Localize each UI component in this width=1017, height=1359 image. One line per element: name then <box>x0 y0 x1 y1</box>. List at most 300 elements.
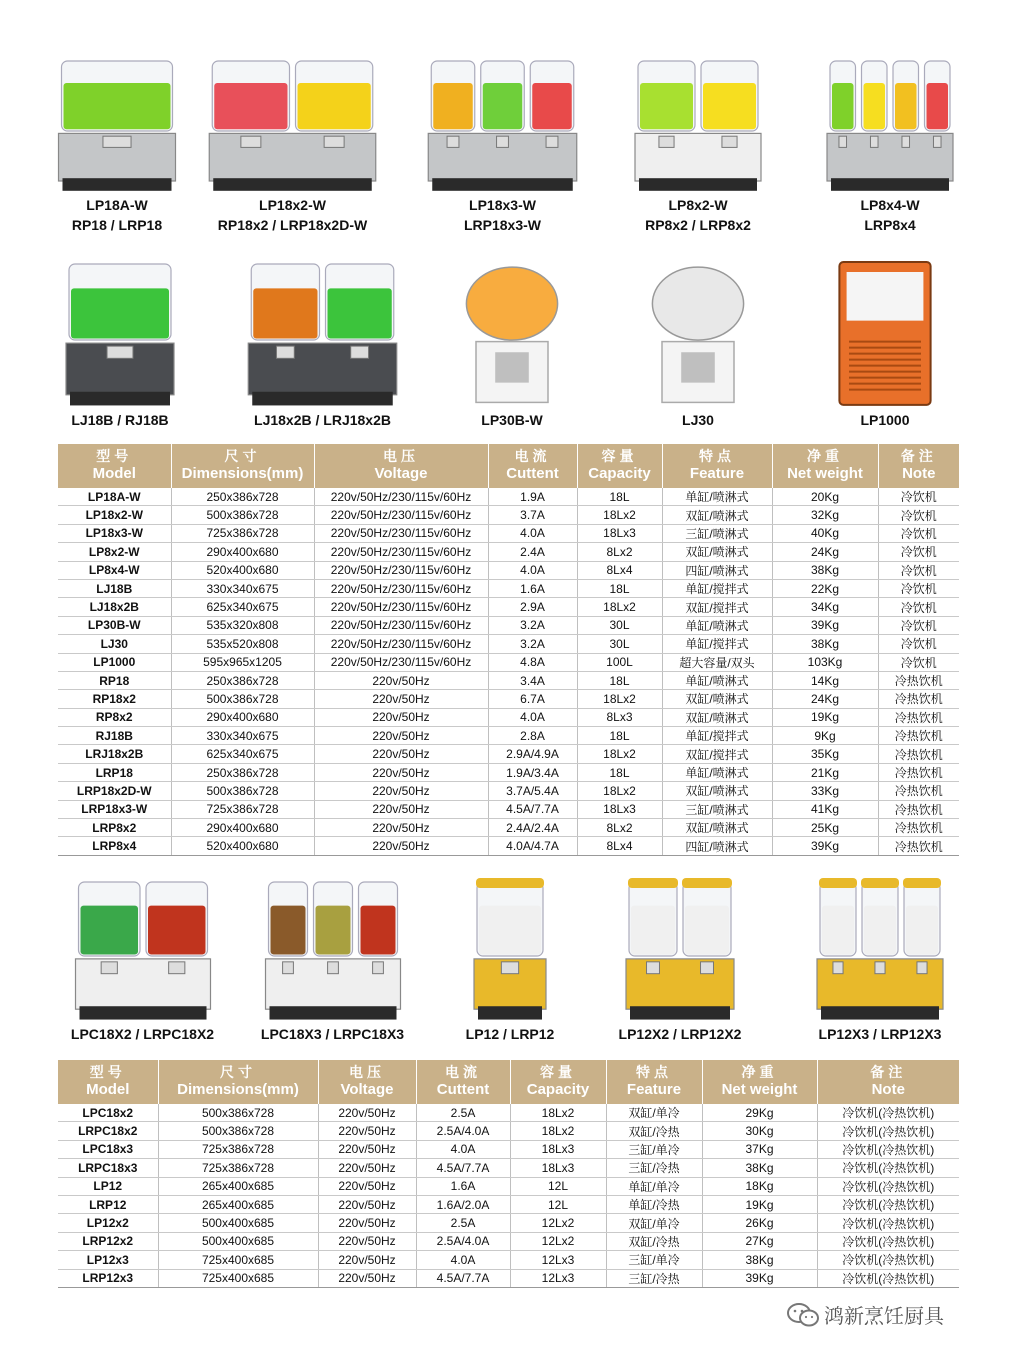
table-cell: 290x400x680 <box>171 708 314 726</box>
table-cell: 37Kg <box>702 1140 817 1158</box>
table-cell: 4.0A/4.7A <box>488 837 577 855</box>
table-row <box>58 745 959 763</box>
table-cell: 220v/50Hz <box>314 690 488 708</box>
product-name: LP12 / LRP12 <box>465 1026 555 1042</box>
table-cell: 冷饮机 <box>878 579 959 597</box>
table-cell: 单缸/喷淋式 <box>662 763 772 781</box>
table-cell: 725x386x728 <box>171 524 314 542</box>
product-image <box>628 55 768 195</box>
table-cell: RP8x2 <box>58 708 171 726</box>
table-cell: 220v/50Hz <box>318 1251 416 1269</box>
table-cell: 265x400x685 <box>158 1195 318 1213</box>
table-cell: 3.4A <box>488 671 577 689</box>
table-row <box>58 543 959 561</box>
table-cell: 520x400x680 <box>171 561 314 579</box>
table-cell: 冷热饮机 <box>878 690 959 708</box>
table-cell: 8Lx4 <box>577 561 662 579</box>
table-row <box>58 1214 959 1232</box>
table-cell: 18Lx3 <box>577 800 662 818</box>
product-lp12x3 <box>805 876 955 1044</box>
table-cell: 冷饮机(冷热饮机) <box>817 1159 959 1177</box>
table-cell: 冷饮机(冷热饮机) <box>817 1269 959 1287</box>
table-cell: 500x386x728 <box>171 690 314 708</box>
table-cell: 38Kg <box>772 561 878 579</box>
product-name: LP30B-W <box>481 412 543 428</box>
table-cell: 500x386x728 <box>171 506 314 524</box>
column-header <box>662 444 772 488</box>
table-cell: 38Kg <box>702 1159 817 1177</box>
table-cell: 单缸/喷淋式 <box>662 671 772 689</box>
table-cell: 725x400x685 <box>158 1269 318 1287</box>
table-cell: 超大容量/双头 <box>662 653 772 671</box>
table-cell: 24Kg <box>772 543 878 561</box>
table-cell: 500x386x728 <box>158 1122 318 1140</box>
table-cell: 39Kg <box>772 616 878 634</box>
table-cell: 冷热饮机 <box>878 671 959 689</box>
column-header-zh: 电压 <box>349 1064 385 1080</box>
table-cell: 220v/50Hz <box>318 1177 416 1195</box>
table-cell: 220v/50Hz <box>314 671 488 689</box>
table-cell: 4.0A <box>416 1251 510 1269</box>
table-cell: 18Lx2 <box>510 1122 606 1140</box>
table-cell: 冷饮机 <box>878 543 959 561</box>
table-row <box>58 653 959 671</box>
table-cell: 冷热饮机 <box>878 837 959 855</box>
table-cell: LP12 <box>58 1177 158 1195</box>
column-header <box>606 1060 702 1104</box>
table-cell: 12Lx2 <box>510 1232 606 1250</box>
table-cell: 8Lx2 <box>577 819 662 837</box>
table-cell: 40Kg <box>772 524 878 542</box>
table-cell: 双缸/喷淋式 <box>662 708 772 726</box>
table-cell: 冷饮机 <box>878 616 959 634</box>
product-subname: RP18x2 / LRP18x2D-W <box>217 217 368 233</box>
column-header-en: Net weight <box>721 1081 798 1098</box>
table-cell: 18Lx2 <box>510 1104 606 1122</box>
column-header-zh: 容量 <box>601 448 638 464</box>
table-cell: 1.9A/3.4A <box>488 763 577 781</box>
table-cell: 冷饮机(冷热饮机) <box>817 1104 959 1122</box>
table-cell: 单缸/搅拌式 <box>662 635 772 653</box>
table-cell: LP18x2-W <box>58 506 171 524</box>
dispenser-illustration <box>620 876 740 1024</box>
table-cell: 冷饮机 <box>878 524 959 542</box>
table-cell: 21Kg <box>772 763 878 781</box>
column-header <box>772 444 878 488</box>
table-cell: 290x400x680 <box>171 543 314 561</box>
column-header <box>158 1060 318 1104</box>
column-header-en: Voltage <box>374 465 428 482</box>
table-cell: 冷热饮机 <box>878 745 959 763</box>
table-cell: 39Kg <box>772 837 878 855</box>
table-cell: LP18A-W <box>58 488 171 506</box>
table-cell: 290x400x680 <box>171 819 314 837</box>
table-cell: 18Lx3 <box>510 1159 606 1177</box>
table-row <box>58 635 959 653</box>
dispenser-illustration <box>825 258 945 410</box>
column-header <box>488 444 577 488</box>
product-image <box>200 55 385 195</box>
table-cell: LP18x3-W <box>58 524 171 542</box>
dispenser-illustration <box>52 55 182 195</box>
product-image <box>60 258 180 410</box>
table-row <box>58 1159 959 1177</box>
table-cell: 双缸/搅拌式 <box>662 598 772 616</box>
table-cell: 2.5A/4.0A <box>416 1232 510 1250</box>
table-body <box>58 488 959 855</box>
table-cell: 三缸/冷热 <box>606 1269 702 1287</box>
table-cell: 220v/50Hz <box>318 1232 416 1250</box>
table-cell: LPC18x3 <box>58 1140 158 1158</box>
column-header-zh: 尺寸 <box>220 1064 256 1080</box>
table-cell: 18L <box>577 727 662 745</box>
table-cell: 220v/50Hz/230/115v/60Hz <box>314 543 488 561</box>
table-cell: 双缸/冷热 <box>606 1232 702 1250</box>
dispenser-illustration <box>810 876 950 1024</box>
table-cell: RP18 <box>58 671 171 689</box>
table-row <box>58 800 959 818</box>
table-row <box>58 506 959 524</box>
table-cell: 18Lx3 <box>577 524 662 542</box>
table-cell: 4.0A <box>488 708 577 726</box>
table-cell: LRJ18x2B <box>58 745 171 763</box>
table-cell: LRPC18x2 <box>58 1122 158 1140</box>
column-header-en: Model <box>92 465 136 482</box>
table-cell: 30L <box>577 635 662 653</box>
product-name: LP8x2-W <box>668 197 728 213</box>
table-cell: 三缸/冷热 <box>606 1159 702 1177</box>
table-cell: 18Kg <box>702 1177 817 1195</box>
column-header-zh: 备注 <box>870 1064 907 1080</box>
product-name: LPC18X2 / LRPC18X2 <box>70 1026 215 1042</box>
product-image <box>820 55 960 195</box>
table-cell: 33Kg <box>772 782 878 800</box>
product-lj18b <box>60 258 180 430</box>
column-header-en: Net weight <box>787 465 863 482</box>
column-header-zh: 净重 <box>741 1064 778 1080</box>
table-cell: 41Kg <box>772 800 878 818</box>
table-cell: 18Lx2 <box>577 506 662 524</box>
product-lp1000 <box>825 258 945 430</box>
table-cell: 220v/50Hz <box>314 800 488 818</box>
product-lpc18x2 <box>60 876 225 1044</box>
table-row <box>58 763 959 781</box>
column-header <box>318 1060 416 1104</box>
column-header-en: Capacity <box>526 1081 590 1098</box>
table-cell: 18Lx2 <box>577 598 662 616</box>
product-image <box>258 876 408 1024</box>
table-cell: 三缸/喷淋式 <box>662 524 772 542</box>
table-cell: 冷热饮机 <box>878 800 959 818</box>
column-header <box>878 444 959 488</box>
table-cell: 520x400x680 <box>171 837 314 855</box>
table-cell: 2.9A/4.9A <box>488 745 577 763</box>
table-cell: 2.4A <box>488 543 577 561</box>
table-cell: 25Kg <box>772 819 878 837</box>
table-cell: 冷饮机 <box>878 488 959 506</box>
table-cell: 39Kg <box>702 1269 817 1287</box>
table-cell: 12L <box>510 1195 606 1213</box>
column-header <box>817 1060 959 1104</box>
table-row <box>58 708 959 726</box>
table-cell: 冷饮机 <box>878 653 959 671</box>
product-row-bottom <box>0 876 1017 1056</box>
table-cell: 双缸/单冷 <box>606 1214 702 1232</box>
table-cell: 冷饮机 <box>878 635 959 653</box>
table-cell: 220v/50Hz/230/115v/60Hz <box>314 524 488 542</box>
table-cell: LRP18 <box>58 763 171 781</box>
table-cell: LP12x2 <box>58 1214 158 1232</box>
table-row <box>58 561 959 579</box>
table-cell: 四缸/喷淋式 <box>662 561 772 579</box>
table-cell: 220v/50Hz/230/115v/60Hz <box>314 635 488 653</box>
table-cell: 100L <box>577 653 662 671</box>
watermark <box>786 1300 944 1334</box>
table-cell: 4.8A <box>488 653 577 671</box>
table-cell: 4.5A/7.7A <box>488 800 577 818</box>
table-row <box>58 819 959 837</box>
table-cell: 双缸/冷热 <box>606 1122 702 1140</box>
table-row <box>58 690 959 708</box>
table-cell: 725x400x685 <box>158 1251 318 1269</box>
product-name: LP18x2-W <box>259 197 326 213</box>
table-row <box>58 837 959 855</box>
column-header <box>58 1060 158 1104</box>
product-subname: LRP18x3-W <box>463 217 542 233</box>
table-cell: 250x386x728 <box>171 671 314 689</box>
table-cell: 220v/50Hz <box>318 1122 416 1140</box>
product-lp12 <box>455 876 565 1044</box>
table-row <box>58 1195 959 1213</box>
table-cell: 冷热饮机 <box>878 727 959 745</box>
table-row <box>58 1104 959 1122</box>
column-header-en: Cuttent <box>506 465 559 482</box>
table-row <box>58 616 959 634</box>
column-header <box>577 444 662 488</box>
column-header <box>314 444 488 488</box>
product-name: LP12X2 / LRP12X2 <box>618 1026 742 1042</box>
table-cell: RP18x2 <box>58 690 171 708</box>
table-cell: 冷饮机 <box>878 506 959 524</box>
table-cell: 220v/50Hz/230/115v/60Hz <box>314 653 488 671</box>
table-cell: 单缸/单冷 <box>606 1177 702 1195</box>
table-cell: 103Kg <box>772 653 878 671</box>
product-image <box>825 258 945 410</box>
table-cell: 220v/50Hz <box>314 763 488 781</box>
column-header-zh: 容量 <box>540 1064 576 1080</box>
product-name: LP1000 <box>860 412 910 428</box>
table-cell: 14Kg <box>772 671 878 689</box>
table-cell: LRP12x3 <box>58 1269 158 1287</box>
table-cell: 220v/50Hz <box>318 1269 416 1287</box>
column-header <box>416 1060 510 1104</box>
table-cell: LRP18x3-W <box>58 800 171 818</box>
table-cell: LRP12 <box>58 1195 158 1213</box>
product-image <box>52 55 182 195</box>
table-cell: 500x386x728 <box>171 782 314 800</box>
product-name: LP8x4-W <box>860 197 920 213</box>
product-image <box>240 258 405 410</box>
table-cell: 4.0A <box>488 524 577 542</box>
column-header-zh: 电流 <box>514 448 551 464</box>
column-header <box>58 444 171 488</box>
table-cell: 250x386x728 <box>171 763 314 781</box>
column-header-en: Capacity <box>588 465 651 482</box>
table-cell: 19Kg <box>702 1195 817 1213</box>
product-name: LJ18B / RJ18B <box>71 412 169 428</box>
product-subname: RP8x2 / LRP8x2 <box>645 217 751 233</box>
table-cell: 30Kg <box>702 1122 817 1140</box>
table-cell: 双缸/喷淋式 <box>662 690 772 708</box>
table-cell: 双缸/喷淋式 <box>662 543 772 561</box>
dispenser-illustration <box>68 876 218 1024</box>
table-body <box>58 1104 959 1287</box>
product-name: LP18x3-W <box>469 197 536 213</box>
table-cell: 冷饮机(冷热饮机) <box>817 1251 959 1269</box>
column-header <box>171 444 314 488</box>
table-cell: 12L <box>510 1177 606 1195</box>
table-cell: 单缸/喷淋式 <box>662 616 772 634</box>
column-header-zh: 型号 <box>89 1064 126 1080</box>
column-header-zh: 特点 <box>699 448 735 464</box>
table-cell: 3.7A <box>488 506 577 524</box>
table-cell: LJ18x2B <box>58 598 171 616</box>
table-cell: 双缸/喷淋式 <box>662 506 772 524</box>
table-cell: 220v/50Hz <box>314 837 488 855</box>
table-cell: 冷饮机 <box>878 598 959 616</box>
table-row <box>58 524 959 542</box>
column-header-en: Note <box>902 465 936 482</box>
table-cell: 1.6A <box>416 1177 510 1195</box>
column-header <box>702 1060 817 1104</box>
table-cell: 2.5A <box>416 1104 510 1122</box>
table-cell: 单缸/冷热 <box>606 1195 702 1213</box>
product-image <box>810 876 950 1024</box>
table-cell: 38Kg <box>702 1251 817 1269</box>
table-cell: LRP8x2 <box>58 819 171 837</box>
table-cell: 725x386x728 <box>158 1159 318 1177</box>
product-image <box>620 876 740 1024</box>
product-lpc18x3 <box>250 876 415 1044</box>
column-header-zh: 电流 <box>445 1064 481 1080</box>
table-cell: 3.2A <box>488 616 577 634</box>
table-row <box>58 1269 959 1287</box>
product-image <box>470 876 550 1024</box>
table-cell: 29Kg <box>702 1104 817 1122</box>
table-cell: 2.4A/2.4A <box>488 819 577 837</box>
product-subname: LRP8x4 <box>864 217 916 233</box>
table-cell: 9Kg <box>772 727 878 745</box>
table-cell: 四缸/喷淋式 <box>662 837 772 855</box>
table-cell: 单缸/喷淋式 <box>662 488 772 506</box>
product-image <box>420 55 585 195</box>
product-lj18x2b <box>240 258 405 430</box>
column-header-zh: 型号 <box>96 448 133 464</box>
table-cell: 20Kg <box>772 488 878 506</box>
table-cell: 535x320x808 <box>171 616 314 634</box>
table-cell: LP1000 <box>58 653 171 671</box>
table-cell: 冷热饮机 <box>878 782 959 800</box>
dispenser-illustration <box>420 55 585 195</box>
table-cell: 38Kg <box>772 635 878 653</box>
table-row <box>58 1251 959 1269</box>
table-cell: 265x400x685 <box>158 1177 318 1195</box>
table-row <box>58 1177 959 1195</box>
product-name: LP12X3 / LRP12X3 <box>818 1026 942 1042</box>
table-cell: 32Kg <box>772 506 878 524</box>
table-cell: 220v/50Hz/230/115v/60Hz <box>314 616 488 634</box>
dispenser-illustration <box>452 258 572 410</box>
table-cell: 220v/50Hz/230/115v/60Hz <box>314 488 488 506</box>
table-cell: 220v/50Hz <box>318 1214 416 1232</box>
table-cell: 27Kg <box>702 1232 817 1250</box>
product-lp18x2 <box>200 55 385 235</box>
table-cell: 220v/50Hz <box>318 1104 416 1122</box>
table-cell: 4.0A <box>416 1140 510 1158</box>
product-lp8x2 <box>628 55 768 235</box>
table-row <box>58 488 959 506</box>
product-row-mid <box>0 258 1017 438</box>
product-lp18a <box>52 55 182 235</box>
dispenser-illustration <box>638 258 758 410</box>
product-image <box>638 258 758 410</box>
table-header-row <box>58 1060 959 1104</box>
table-row <box>58 579 959 597</box>
table-row <box>58 598 959 616</box>
table-cell: 22Kg <box>772 579 878 597</box>
table-cell: 3.7A/5.4A <box>488 782 577 800</box>
table-cell: 2.8A <box>488 727 577 745</box>
table-cell: LP8x4-W <box>58 561 171 579</box>
product-lp8x4 <box>820 55 960 235</box>
table-cell: 625x340x675 <box>171 745 314 763</box>
table-cell: LP8x2-W <box>58 543 171 561</box>
table-row <box>58 1140 959 1158</box>
table-cell: LJ18B <box>58 579 171 597</box>
table-cell: 330x340x675 <box>171 579 314 597</box>
table-cell: 双缸/搅拌式 <box>662 745 772 763</box>
table-cell: 2.9A <box>488 598 577 616</box>
table-cell: 19Kg <box>772 708 878 726</box>
column-header-en: Dimensions(mm) <box>177 1081 299 1098</box>
column-header-en: Note <box>871 1081 905 1098</box>
table-cell: 595x965x1205 <box>171 653 314 671</box>
dispenser-illustration <box>628 55 768 195</box>
product-subname: RP18 / LRP18 <box>71 217 163 233</box>
product-name: LP18A-W <box>86 197 148 213</box>
table-cell: 冷饮机(冷热饮机) <box>817 1177 959 1195</box>
product-lp12x2 <box>605 876 755 1044</box>
table-cell: 冷饮机(冷热饮机) <box>817 1195 959 1213</box>
table-cell: 220v/50Hz <box>314 745 488 763</box>
table-cell: 26Kg <box>702 1214 817 1232</box>
dispenser-illustration <box>240 258 405 410</box>
table-cell: 8Lx4 <box>577 837 662 855</box>
table-cell: 220v/50Hz/230/115v/60Hz <box>314 506 488 524</box>
table-cell: 冷饮机(冷热饮机) <box>817 1232 959 1250</box>
table-cell: 冷热饮机 <box>878 708 959 726</box>
table-cell: 三缸/单冷 <box>606 1140 702 1158</box>
table-cell: 18L <box>577 763 662 781</box>
table-cell: 250x386x728 <box>171 488 314 506</box>
column-header-en: Voltage <box>340 1081 394 1098</box>
table-cell: 冷饮机(冷热饮机) <box>817 1140 959 1158</box>
table-cell: 220v/50Hz <box>314 708 488 726</box>
product-image <box>452 258 572 410</box>
table-cell: 535x520x808 <box>171 635 314 653</box>
product-name: LJ18x2B / LRJ18x2B <box>254 412 391 428</box>
table-cell: 220v/50Hz/230/115v/60Hz <box>314 579 488 597</box>
